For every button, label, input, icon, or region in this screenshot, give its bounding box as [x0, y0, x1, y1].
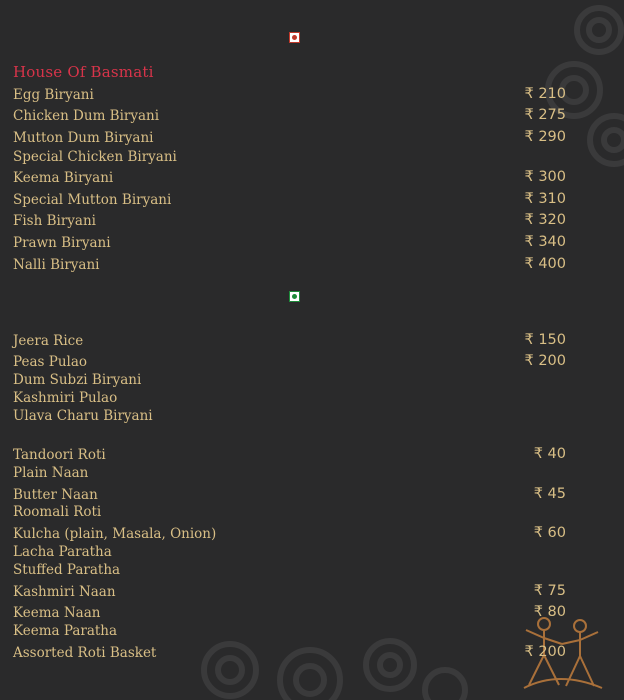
menu-item-name: Special Chicken Biryani [13, 149, 177, 165]
menu-item-name: Keema Biryani [13, 170, 114, 186]
menu-item-name: Mutton Dum Biryani [13, 130, 154, 146]
menu-item-name: Dum Subzi Biryani [13, 372, 142, 388]
menu-item [13, 390, 566, 408]
menu-item [13, 333, 566, 351]
menu-item-name: Fish Biryani [13, 213, 96, 229]
menu-item-name: Keema Paratha [13, 623, 118, 639]
menu-item-name: Plain Naan [13, 465, 89, 481]
section-title: House Of Basmati [13, 63, 154, 81]
menu-item-name: Nalli Biryani [13, 257, 100, 273]
menu-item-name: Butter Naan [13, 487, 98, 503]
menu-item-name: Roomali Roti [13, 504, 102, 520]
menu-item-name: Kashmiri Pulao [13, 390, 118, 406]
menu-item-price: ₹ 310 [524, 191, 566, 207]
menu-item-price: ₹ 60 [533, 525, 566, 541]
menu-item [13, 235, 566, 253]
menu-item-name: Keema Naan [13, 605, 101, 621]
menu-item-price: ₹ 150 [524, 332, 566, 348]
menu-item [13, 372, 566, 390]
menu-item [13, 487, 566, 505]
menu-item [13, 623, 566, 641]
menu-item-name: Ulava Charu Biryani [13, 408, 153, 424]
menu-item-name: Kashmiri Naan [13, 584, 116, 600]
menu-item-price: ₹ 75 [533, 583, 566, 599]
menu-item [13, 87, 566, 105]
menu-item-price: ₹ 210 [524, 86, 566, 102]
menu-item [13, 465, 566, 483]
menu-item-name: Assorted Roti Basket [13, 645, 157, 661]
menu-item-price: ₹ 300 [524, 169, 566, 185]
menu-item-name: Prawn Biryani [13, 235, 111, 251]
menu-item-price: ₹ 45 [533, 486, 566, 502]
menu-item-price: ₹ 200 [524, 644, 566, 660]
menu-item-name: Jeera Rice [13, 333, 84, 349]
menu-item [13, 149, 566, 167]
menu-item [13, 108, 566, 126]
menu-item-price: ₹ 340 [524, 234, 566, 250]
menu-item [13, 170, 566, 188]
menu-item [13, 213, 566, 231]
menu-item [13, 584, 566, 602]
menu-item-price: ₹ 40 [533, 446, 566, 462]
menu-item [13, 447, 566, 465]
menu-item-name: Lacha Paratha [13, 544, 112, 560]
menu-item-price: ₹ 320 [524, 212, 566, 228]
menu-item-price: ₹ 290 [524, 129, 566, 145]
non-veg-mark-icon [289, 32, 300, 43]
menu-item-price: ₹ 275 [524, 107, 566, 123]
menu-item [13, 130, 566, 148]
menu-item [13, 605, 566, 623]
menu-item [13, 645, 566, 663]
menu-item-name: Tandoori Roti [13, 447, 106, 463]
menu-item [13, 504, 566, 522]
menu-item-price: ₹ 400 [524, 256, 566, 272]
menu-item [13, 192, 566, 210]
menu-item [13, 257, 566, 275]
menu-item-name: Peas Pulao [13, 354, 88, 370]
menu-item [13, 408, 566, 426]
menu-item [13, 544, 566, 562]
menu-item [13, 354, 566, 372]
veg-mark-icon [289, 291, 300, 302]
menu-item-price: ₹ 200 [524, 353, 566, 369]
menu-item-name: Stuffed Paratha [13, 562, 121, 578]
menu-item-name: Special Mutton Biryani [13, 192, 172, 208]
menu-item-name: Chicken Dum Biryani [13, 108, 160, 124]
menu-item-name: Kulcha (plain, Masala, Onion) [13, 526, 217, 542]
menu-item [13, 526, 566, 544]
menu-item [13, 562, 566, 580]
menu-item-price: ₹ 80 [533, 604, 566, 620]
menu-item-name: Egg Biryani [13, 87, 94, 103]
